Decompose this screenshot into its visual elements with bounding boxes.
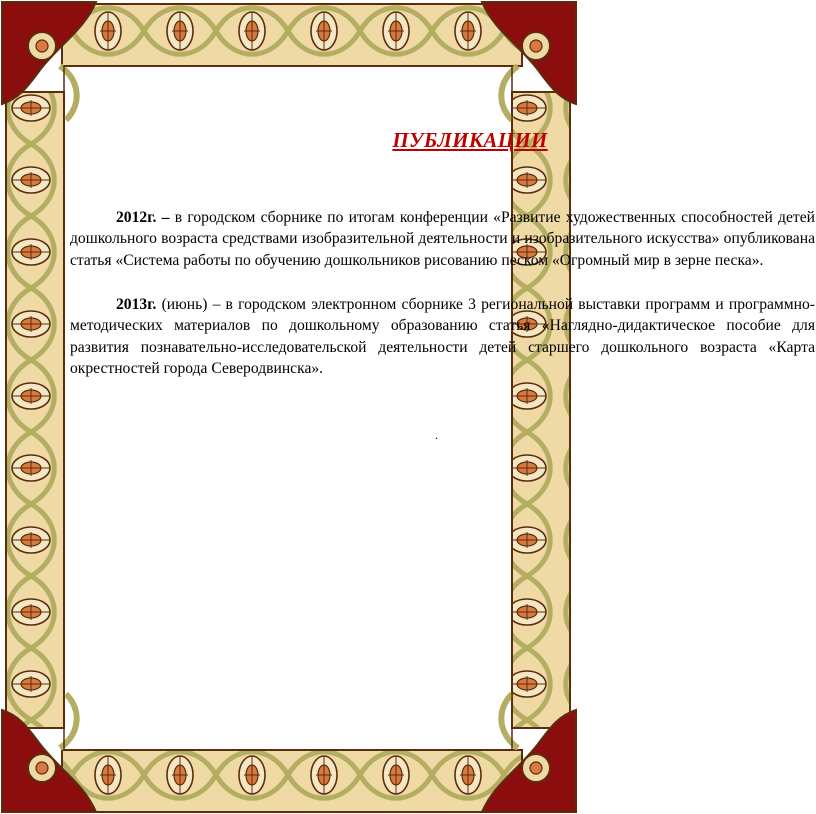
- publication-text: в городском сборнике по итогам конференции «Развитие художественных способностей детей дошкольного возраста средствами изобразительной деятельности и изобразительного искусства» опубликована статья «Система работы по обучению дошкольников рисованию песком «Огромный мир в зерне песка».: [70, 209, 815, 269]
- publication-2013: [70, 294, 815, 379]
- stray-mark: .: [435, 428, 438, 442]
- page-title: ПУБЛИКАЦИИ: [392, 128, 548, 152]
- publication-2012: [70, 207, 815, 271]
- publication-year: 2013г.: [116, 296, 157, 313]
- publication-year: 2012г. –: [116, 209, 170, 226]
- publication-text: (июнь) – в городском электронном сборнике 3 региональной выставки программ и программно-методических материалов по дошкольному образованию статья «Наглядно-дидактическое пособие для развития познавательно-исследовательской деятельности детей старшего дошкольного возраста «Карта окрестностей города Северодвинска».: [70, 296, 815, 377]
